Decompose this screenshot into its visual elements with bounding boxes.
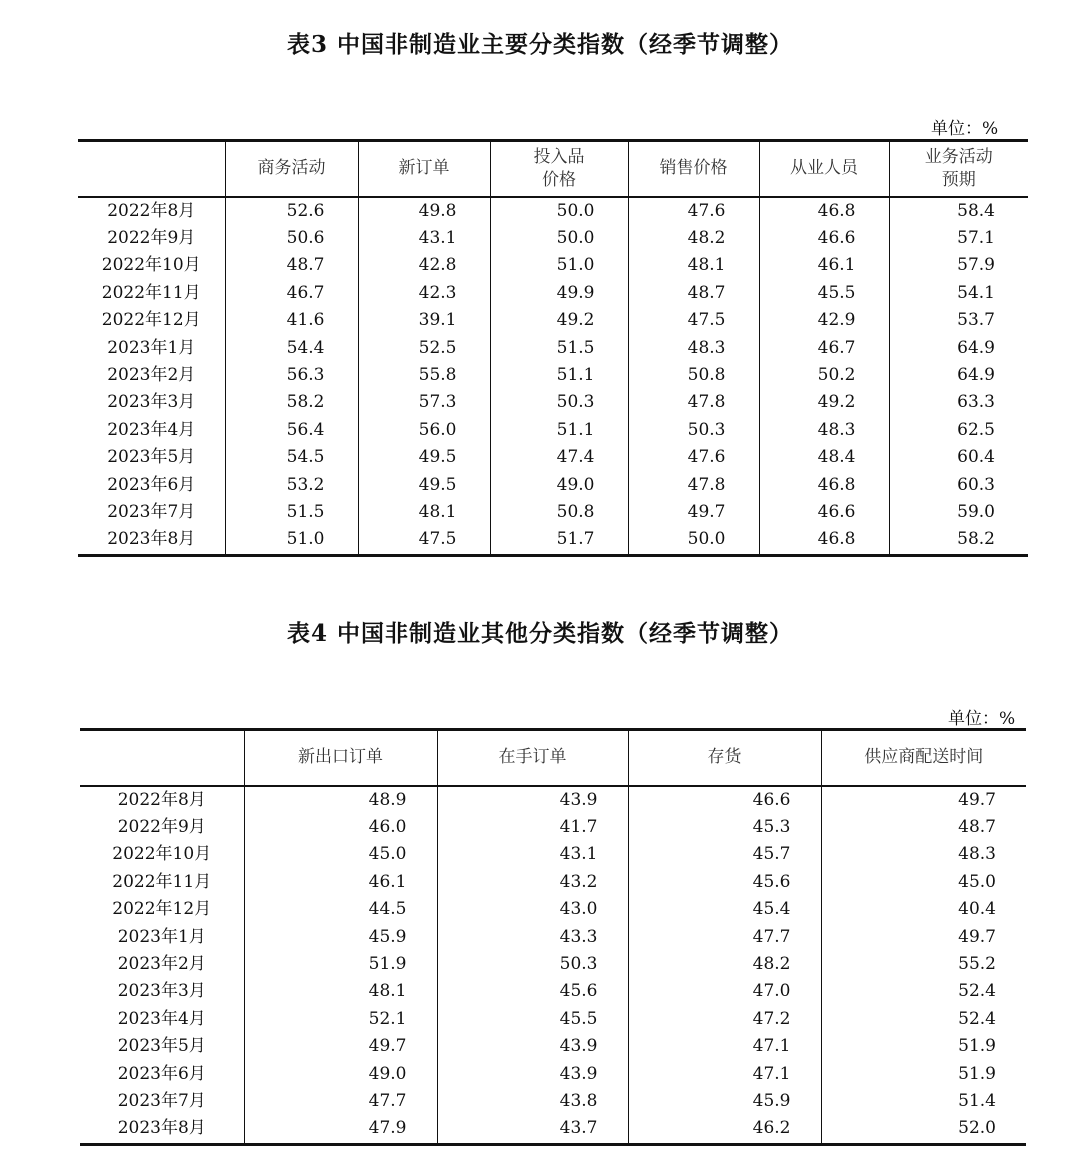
table-row (78, 307, 1028, 334)
table-row (78, 526, 1028, 555)
row-label: 2023年1月 (107, 337, 196, 358)
table4-header-row (80, 730, 1026, 786)
table-cell: 56.3 (225, 362, 358, 389)
table-row (80, 841, 1026, 868)
table-cell: 49.5 (358, 444, 490, 471)
table-cell: 41.7 (437, 814, 628, 841)
table-row (78, 389, 1028, 416)
table-cell: 50.8 (628, 362, 759, 389)
table-cell: 46.7 (759, 334, 889, 361)
table-cell: 47.5 (358, 526, 490, 555)
table-cell: 51.0 (490, 252, 628, 279)
table-row (80, 1006, 1026, 1033)
table-cell: 47.5 (628, 307, 759, 334)
table-cell: 45.6 (437, 978, 628, 1005)
row-label: 2022年12月 (112, 899, 212, 920)
table-cell: 42.3 (358, 280, 490, 307)
table-cell: 48.3 (821, 841, 1026, 868)
table-cell: 43.0 (437, 896, 628, 923)
table-row (78, 225, 1028, 252)
table-cell: 48.1 (358, 499, 490, 526)
table-row (78, 444, 1028, 471)
table-cell: 47.7 (628, 923, 821, 950)
table-cell: 47.4 (490, 444, 628, 471)
table-cell: 45.0 (244, 841, 437, 868)
table-cell: 49.9 (490, 280, 628, 307)
table-cell: 43.1 (437, 841, 628, 868)
table-cell: 50.6 (225, 225, 358, 252)
table-row (80, 1088, 1026, 1115)
table-cell: 45.0 (821, 869, 1026, 896)
table3-header-1: 商务活动 (225, 141, 358, 197)
table3-header-0 (78, 141, 225, 197)
row-label: 2022年10月 (112, 844, 212, 865)
table-cell: 47.8 (628, 471, 759, 498)
table-cell: 50.0 (490, 197, 628, 225)
table-cell: 58.2 (889, 526, 1028, 555)
row-label: 2022年8月 (107, 200, 196, 221)
table-cell: 50.3 (437, 951, 628, 978)
table-cell: 51.5 (490, 334, 628, 361)
table-cell: 43.1 (358, 225, 490, 252)
table-row (78, 252, 1028, 279)
table-cell: 51.9 (821, 1033, 1026, 1060)
table-cell: 48.9 (244, 786, 437, 814)
table-cell: 45.5 (759, 280, 889, 307)
table-cell: 43.9 (437, 786, 628, 814)
table-cell: 62.5 (889, 417, 1028, 444)
table-cell: 49.7 (821, 923, 1026, 950)
table-cell: 46.1 (244, 869, 437, 896)
table-cell: 55.2 (821, 951, 1026, 978)
table-cell: 47.9 (244, 1115, 437, 1144)
table-cell: 47.6 (628, 197, 759, 225)
table4-header-4: 供应商配送时间 (821, 730, 1026, 786)
table-cell: 51.1 (490, 417, 628, 444)
table-cell: 50.2 (759, 362, 889, 389)
table-row (78, 280, 1028, 307)
table-cell: 50.8 (490, 499, 628, 526)
table-cell: 51.5 (225, 499, 358, 526)
table-cell: 46.8 (759, 526, 889, 555)
table3-header-6: 业务活动 预期 (889, 141, 1028, 197)
table3-body (78, 197, 1028, 556)
table-cell: 55.8 (358, 362, 490, 389)
table-row (80, 1115, 1026, 1144)
table3-title: 表3 中国非制造业主要分类指数（经季节调整） (286, 31, 793, 58)
row-label: 2023年3月 (117, 981, 206, 1002)
table4-unit: 单位：% (948, 709, 1016, 729)
table-cell: 54.1 (889, 280, 1028, 307)
row-label: 2023年3月 (107, 392, 196, 413)
table4-header-2: 在手订单 (437, 730, 628, 786)
table3-header-2: 新订单 (358, 141, 490, 197)
table-cell: 57.9 (889, 252, 1028, 279)
table-row (80, 786, 1026, 814)
table-row (78, 334, 1028, 361)
table4-body (80, 786, 1026, 1145)
table-cell: 47.2 (628, 1006, 821, 1033)
table-cell: 54.4 (225, 334, 358, 361)
table-cell: 51.7 (490, 526, 628, 555)
row-label: 2023年7月 (107, 501, 196, 522)
table-cell: 43.9 (437, 1060, 628, 1087)
table-cell: 45.4 (628, 896, 821, 923)
table-cell: 46.6 (759, 499, 889, 526)
table4-title: 表4 中国非制造业其他分类指数（经季节调整） (286, 620, 793, 647)
table-row (78, 499, 1028, 526)
row-label: 2023年8月 (117, 1118, 206, 1139)
table-cell: 42.9 (759, 307, 889, 334)
row-label: 2022年11月 (112, 871, 212, 892)
table-cell: 52.4 (821, 1006, 1026, 1033)
row-label: 2023年1月 (117, 926, 206, 947)
table-cell: 49.7 (244, 1033, 437, 1060)
table-cell: 39.1 (358, 307, 490, 334)
table4 (80, 728, 1026, 1146)
table-cell: 48.2 (628, 951, 821, 978)
table-row (78, 197, 1028, 225)
table-cell: 48.3 (759, 417, 889, 444)
table4-header-0 (80, 730, 244, 786)
table-cell: 49.0 (490, 471, 628, 498)
table-cell: 44.5 (244, 896, 437, 923)
row-label: 2022年9月 (107, 228, 196, 249)
table-cell: 42.8 (358, 252, 490, 279)
table3 (78, 139, 1028, 557)
table-cell: 58.4 (889, 197, 1028, 225)
table-cell: 46.0 (244, 814, 437, 841)
table-cell: 56.0 (358, 417, 490, 444)
table-cell: 51.0 (225, 526, 358, 555)
table-cell: 40.4 (821, 896, 1026, 923)
table-cell: 53.2 (225, 471, 358, 498)
table-row (78, 471, 1028, 498)
row-label: 2022年11月 (101, 282, 201, 303)
table-row (80, 1033, 1026, 1060)
table-cell: 46.8 (759, 197, 889, 225)
table3-header-3: 投入品 价格 (490, 141, 628, 197)
table-cell: 43.8 (437, 1088, 628, 1115)
row-label: 2023年2月 (107, 365, 196, 386)
table-cell: 48.7 (225, 252, 358, 279)
row-label: 2023年4月 (107, 419, 196, 440)
table-cell: 45.9 (244, 923, 437, 950)
table-cell: 51.1 (490, 362, 628, 389)
table-cell: 47.7 (244, 1088, 437, 1115)
table-cell: 45.9 (628, 1088, 821, 1115)
table-cell: 51.9 (244, 951, 437, 978)
table-cell: 48.2 (628, 225, 759, 252)
table-cell: 47.0 (628, 978, 821, 1005)
row-label: 2022年10月 (101, 255, 201, 276)
table-row (78, 362, 1028, 389)
table-cell: 46.2 (628, 1115, 821, 1144)
table-cell: 48.3 (628, 334, 759, 361)
table4-header-1: 新出口订单 (244, 730, 437, 786)
table-cell: 45.7 (628, 841, 821, 868)
table-row (80, 1060, 1026, 1087)
table-cell: 47.1 (628, 1033, 821, 1060)
row-label: 2023年6月 (117, 1063, 206, 1084)
table-cell: 60.4 (889, 444, 1028, 471)
table-cell: 48.1 (628, 252, 759, 279)
table-cell: 45.6 (628, 869, 821, 896)
table-cell: 49.2 (759, 389, 889, 416)
table3-header-5: 从业人员 (759, 141, 889, 197)
table-cell: 57.1 (889, 225, 1028, 252)
row-label: 2023年6月 (107, 474, 196, 495)
table-cell: 46.1 (759, 252, 889, 279)
table-cell: 51.9 (821, 1060, 1026, 1087)
table-cell: 54.5 (225, 444, 358, 471)
row-label: 2022年12月 (101, 310, 201, 331)
table-cell: 49.8 (358, 197, 490, 225)
table-cell: 63.3 (889, 389, 1028, 416)
table-cell: 48.1 (244, 978, 437, 1005)
table-cell: 53.7 (889, 307, 1028, 334)
table-cell: 46.6 (628, 786, 821, 814)
table-cell: 56.4 (225, 417, 358, 444)
table-row (80, 896, 1026, 923)
row-label: 2022年9月 (117, 817, 206, 838)
row-label: 2023年4月 (117, 1008, 206, 1029)
table-row (80, 814, 1026, 841)
table-cell: 50.3 (490, 389, 628, 416)
table-row (78, 417, 1028, 444)
row-label: 2023年5月 (107, 447, 196, 468)
table-row (80, 978, 1026, 1005)
table-cell: 47.6 (628, 444, 759, 471)
table-cell: 46.8 (759, 471, 889, 498)
table-cell: 48.4 (759, 444, 889, 471)
table-cell: 52.5 (358, 334, 490, 361)
table3-header-4: 销售价格 (628, 141, 759, 197)
row-label: 2023年8月 (107, 529, 196, 550)
table-cell: 47.1 (628, 1060, 821, 1087)
row-label: 2023年5月 (117, 1036, 206, 1057)
table-cell: 52.6 (225, 197, 358, 225)
table-cell: 52.4 (821, 978, 1026, 1005)
table-cell: 57.3 (358, 389, 490, 416)
table-cell: 43.7 (437, 1115, 628, 1144)
table-cell: 48.7 (628, 280, 759, 307)
table-cell: 50.3 (628, 417, 759, 444)
table-cell: 46.6 (759, 225, 889, 252)
table-cell: 47.8 (628, 389, 759, 416)
table-cell: 51.4 (821, 1088, 1026, 1115)
table-cell: 59.0 (889, 499, 1028, 526)
row-label: 2022年8月 (117, 789, 206, 810)
table-row (80, 869, 1026, 896)
table-cell: 43.3 (437, 923, 628, 950)
table3-unit: 单位：% (931, 119, 999, 139)
table-cell: 60.3 (889, 471, 1028, 498)
table-cell: 49.7 (821, 786, 1026, 814)
row-label: 2023年7月 (117, 1090, 206, 1111)
row-label: 2023年2月 (117, 954, 206, 975)
table-cell: 52.0 (821, 1115, 1026, 1144)
table-cell: 49.0 (244, 1060, 437, 1087)
table-cell: 45.3 (628, 814, 821, 841)
table-cell: 48.7 (821, 814, 1026, 841)
table-cell: 50.0 (628, 526, 759, 555)
table-cell: 49.2 (490, 307, 628, 334)
table4-header-3: 存货 (628, 730, 821, 786)
table-cell: 43.2 (437, 869, 628, 896)
table-cell: 46.7 (225, 280, 358, 307)
table-cell: 64.9 (889, 362, 1028, 389)
table-cell: 50.0 (490, 225, 628, 252)
table-cell: 64.9 (889, 334, 1028, 361)
table-cell: 49.5 (358, 471, 490, 498)
table-cell: 52.1 (244, 1006, 437, 1033)
table-cell: 49.7 (628, 499, 759, 526)
table-cell: 45.5 (437, 1006, 628, 1033)
table-cell: 41.6 (225, 307, 358, 334)
table-cell: 43.9 (437, 1033, 628, 1060)
table-row (80, 923, 1026, 950)
table-row (80, 951, 1026, 978)
table3-header-row (78, 141, 1028, 197)
table-cell: 58.2 (225, 389, 358, 416)
